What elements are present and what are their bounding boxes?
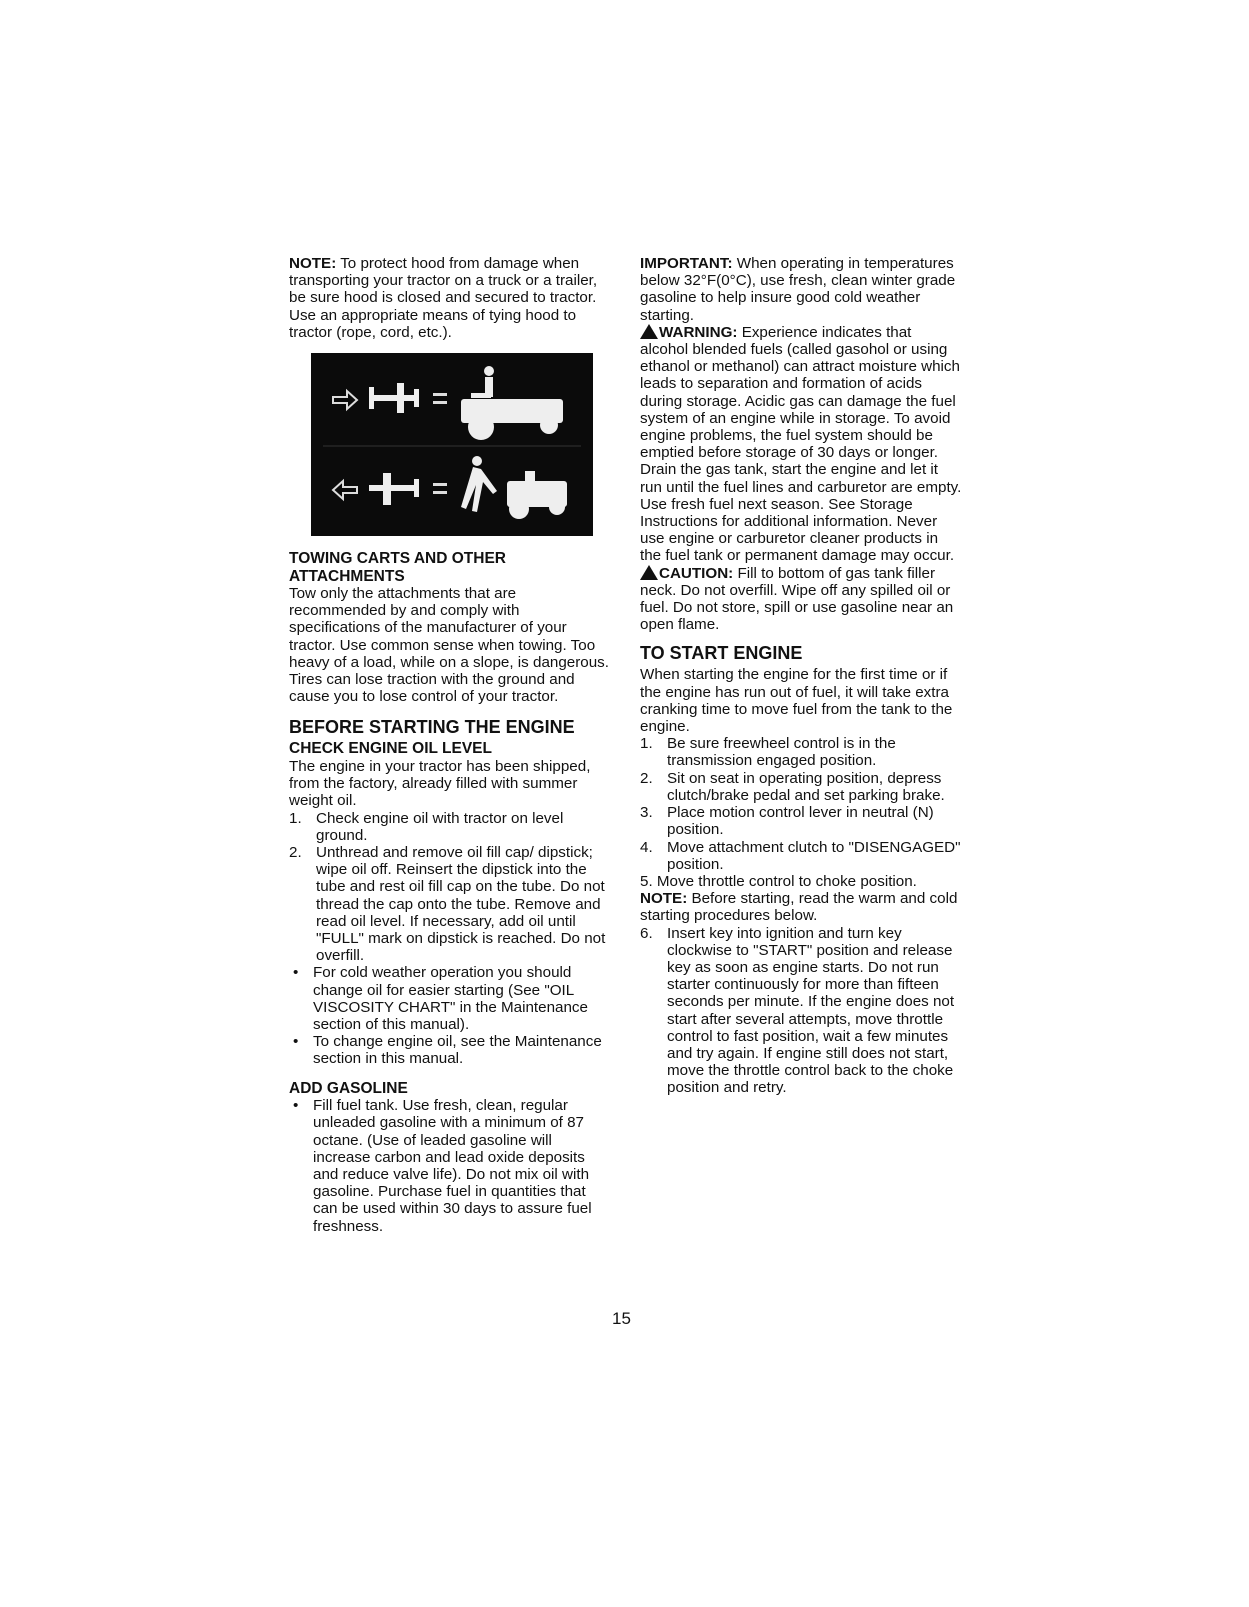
tractor-rider-icon (461, 366, 563, 440)
list-item: • For cold weather operation you should change oil for easier starting (See "OIL VISCOSITY CHART" in the Maintenance section of this manual). (289, 964, 609, 1033)
hood-note (289, 255, 609, 341)
towing-heading: TOWING CARTS AND OTHER ATTACHMENTS (289, 550, 506, 585)
important-text: When operating in temperatures below 32°F(0°C), use fresh, clean winter grade gasoline to help insure good cold weather starting. (640, 255, 956, 324)
right-arrow-icon (333, 391, 357, 409)
list-item: • Fill fuel tank. Use fresh, clean, regular unleaded gasoline with a minimum of 87 octane. (Use of leaded gasoline will increase carbon and lead oxide deposits and reduce valve life). Do not mix oil with gasoline. Purchase fuel in quantities that can be used within 30 days to assure fuel freshness. (289, 1097, 609, 1235)
note-text: To protect hood from damage when transporting your tractor on a truck or a trailer, be sure hood is closed and secured to tractor. Use an appropriate means of tying hood to tractor (rope, cord, etc.). (289, 255, 598, 341)
step-five: 5. Move throttle control to choke position. (640, 872, 917, 890)
towing-text: Tow only the attachments that are recommended by and comply with specifications of the manufacturer of your tractor. Use common sense when towing. Too heavy of a load, while on a slope, is dangerous. Tires can lose traction with the ground and cause you to lose control of your tractor. (289, 585, 609, 706)
start-steps-list-2 (640, 925, 962, 1097)
list-item: 2. Unthread and remove oil fill cap/ dipstick; wipe oil off. Reinsert the dipstick into the tube and rest oil fill cap on the tube. Do not thread the cap onto the tube. Remove and read oil level. If necessary, add oil until "FULL" mark on dipstick is reached. Do not overfill. (289, 843, 606, 965)
check-oil-heading: CHECK ENGINE OIL LEVEL (289, 740, 492, 758)
list-item: 1. Check engine oil with tractor on level ground. (289, 809, 564, 844)
warning-label: WARNING: (659, 323, 738, 341)
list-item: 4. Move attachment clutch to "DISENGAGED" position. (640, 838, 961, 873)
before-starting-heading: BEFORE STARTING THE ENGINE (289, 717, 575, 738)
important-label: IMPORTANT: (640, 255, 733, 272)
caution-label: CAUTION: (659, 564, 734, 582)
start-note (640, 890, 962, 924)
equals-icon (433, 393, 447, 404)
lever-pull-icon (369, 383, 419, 413)
list-item: 2. Sit on seat in operating position, depress clutch/brake pedal and set parking brake. (640, 769, 945, 804)
freewheel-control-illustration (311, 353, 593, 536)
lever-push-icon (369, 473, 419, 505)
gas-bullets-list (289, 1097, 609, 1235)
warning-triangle-icon (640, 324, 658, 339)
important-note (640, 255, 962, 324)
warning-text: Experience indicates that alcohol blended fuels (called gasohol or using ethanol or methanol) can attract moisture which leads to separation and formation of acids during storage. Acidic gas can damage the fuel system of an engine while in storage. To avoid engine problems, the fuel system should be emptied before storage of 30 days or longer. Drain the gas tank, start the engine and let it run until the fuel lines and carburetor are empty. Use fresh fuel next season. See Storage Instructions for additional information. Never use engine or carburetor cleaner products in the fuel tank or permanent damage may occur. (640, 323, 962, 565)
start-engine-heading: TO START ENGINE (640, 643, 803, 664)
list-item: 6. Insert key into ignition and turn key clockwise to "START" position and release key as soon as engine starts. Do not run starter continuously for more than fifteen seconds per minute. If the engine does not start after several attempts, move throttle control to fast position, wait a few minutes and try again. If engine still does not start, move the throttle control back to the choke position and retry. (640, 924, 955, 1097)
note-label: NOTE: (289, 255, 337, 272)
page-number: 15 (612, 1309, 631, 1328)
equals-icon-2 (433, 483, 447, 494)
left-column (289, 255, 609, 1235)
list-item: • To change engine oil, see the Maintenance section in this manual. (289, 1033, 609, 1067)
caution-text: Fill to bottom of gas tank filler neck. Do not overfill. Wipe off any spilled oil or fuel. Do not store, spill or use gasoline near an open flame. (640, 564, 954, 634)
oil-bullets-list (289, 964, 609, 1067)
note-text: Before starting, read the warm and cold starting procedures below. (640, 890, 958, 925)
start-intro: When starting the engine for the first time or if the engine has run out of fuel, it will take extra cranking time to move fuel from the tank to the engine. (640, 666, 953, 736)
add-gasoline-heading: ADD GASOLINE (289, 1079, 408, 1097)
warning-note (640, 324, 962, 565)
list-item: 1. Be sure freewheel control is in the transmission engaged position. (640, 735, 896, 770)
start-steps-list (640, 735, 962, 873)
person-pushing-tractor-icon (461, 456, 567, 519)
caution-triangle-icon (640, 565, 658, 580)
caution-note (640, 565, 962, 634)
left-arrow-icon (333, 481, 357, 499)
right-column (640, 255, 962, 1097)
note-label: NOTE: (640, 890, 688, 908)
oil-steps-list (289, 810, 609, 965)
check-oil-text: The engine in your tractor has been shipped, from the factory, already filled with summer weight oil. (289, 757, 591, 810)
list-item: 3. Place motion control lever in neutral (N) position. (640, 804, 934, 839)
tractor-push-diagram (311, 353, 593, 536)
